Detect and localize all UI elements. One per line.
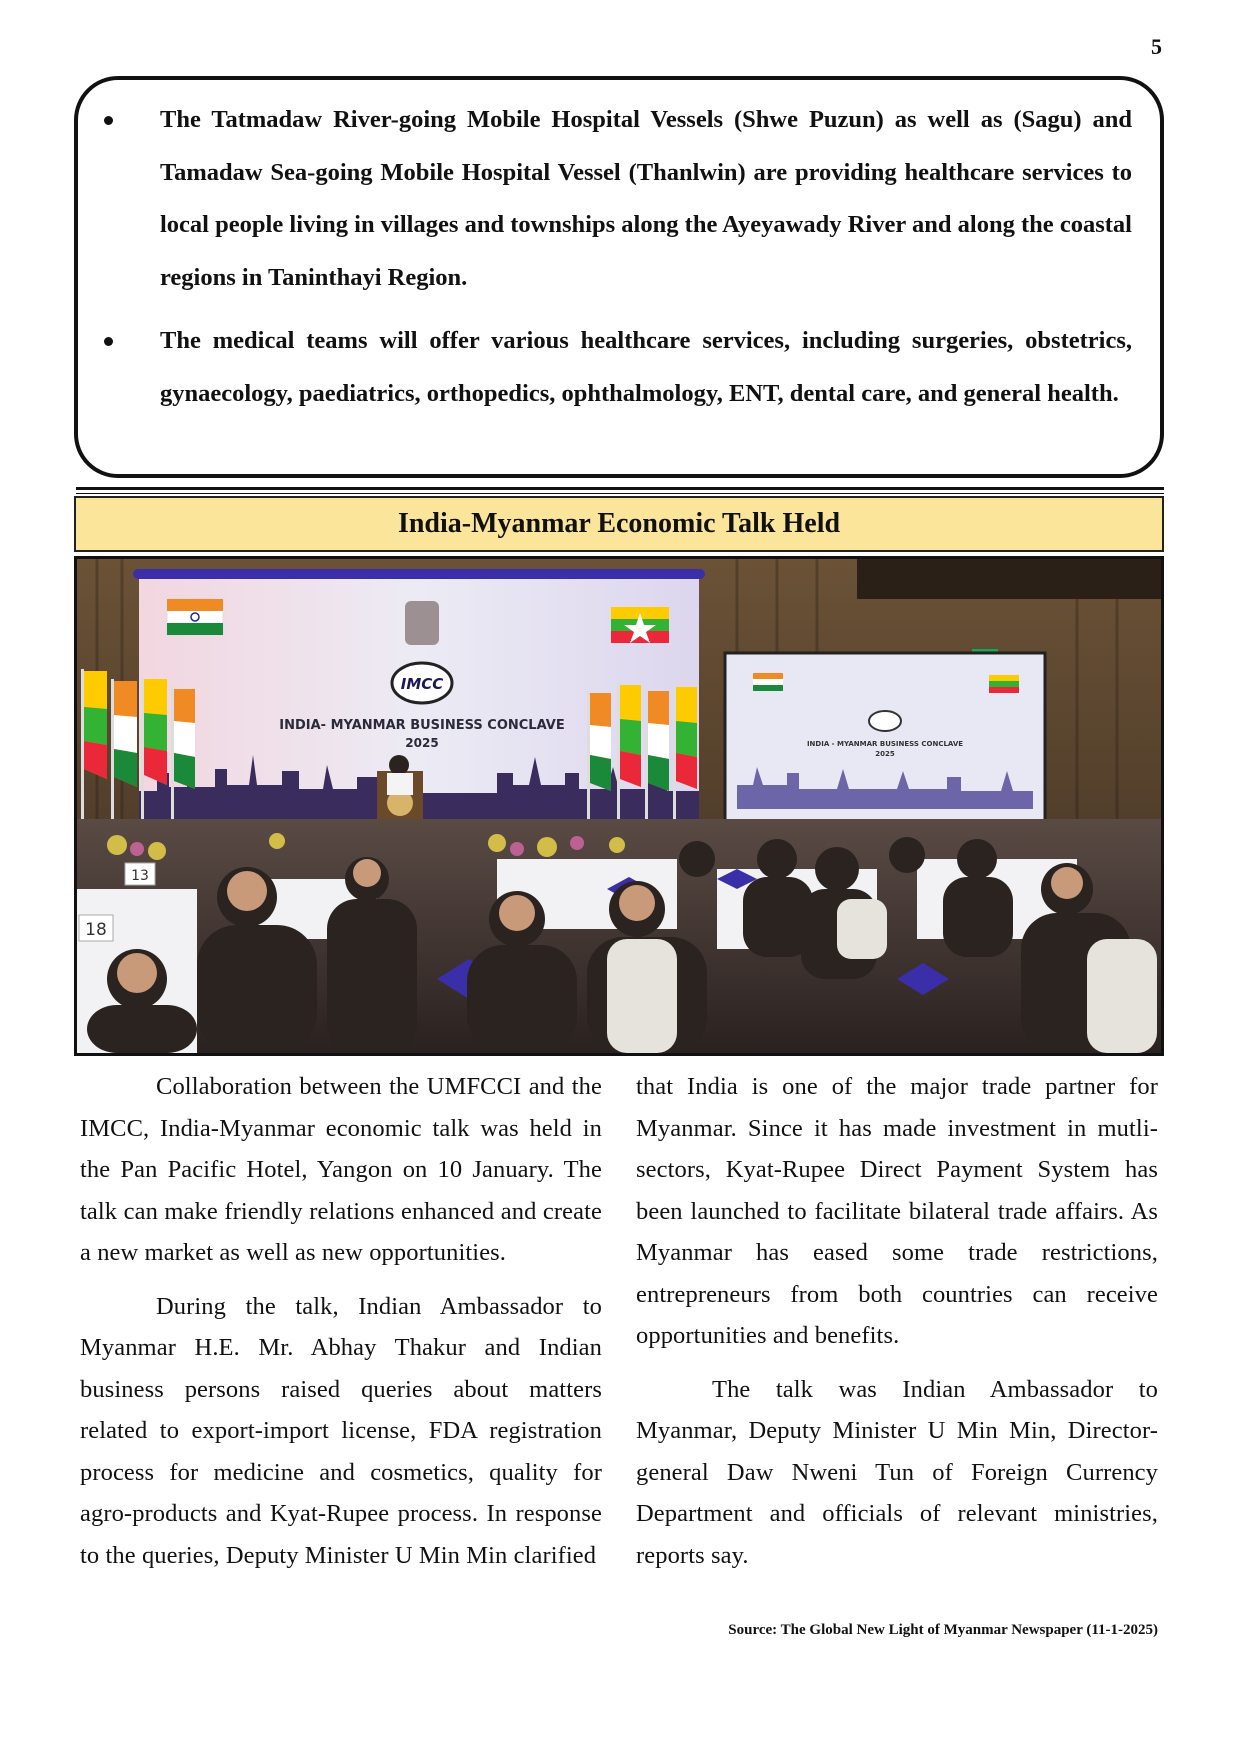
article-headline: India-Myanmar Economic Talk Held: [74, 496, 1164, 552]
article-paragraph-continued: that India is one of the major trade partner for Myanmar. Since it has made investment in mutli-sectors, Kyat-Rupee Direct Payment System has been launched to facilitate bilateral trade affairs. As Myanmar has eased some trade restrictions, entrepreneurs from both countries can receive opportunities and benefits.: [636, 1073, 1158, 1349]
bullet-item: [104, 315, 1132, 420]
highlights-box: [74, 76, 1164, 478]
article-column-left: [80, 1066, 602, 1588]
bullet-text: The medical teams will offer various healthcare services, including surgeries, obstetrics, gynaecology, paediatrics, orthopedics, ophthalmology, ENT, dental care, and general health.: [160, 327, 1132, 407]
article-column-right: [636, 1066, 1158, 1588]
photo-banner-title: INDIA- MYANMAR BUSINESS CONCLAVE: [279, 718, 565, 733]
section-divider-thin: [76, 493, 1164, 494]
event-photo: [74, 556, 1164, 1056]
photo-screen-year: 2025: [875, 750, 895, 758]
photo-table-number: 13: [131, 868, 149, 884]
photo-banner-year: 2025: [405, 736, 439, 750]
section-divider: [76, 487, 1164, 490]
photo-table-number: 18: [85, 920, 107, 940]
article-paragraph: The talk was Indian Ambassador to Myanmar, Deputy Minister U Min Min, Director-general Daw Nweni Tun of Foreign Currency Department and officials of relevant ministries, reports say.: [636, 1375, 1158, 1569]
source-credit: Source: The Global New Light of Myanmar Newspaper (11-1-2025): [728, 1622, 1158, 1638]
bullet-text: The Tatmadaw River-going Mobile Hospital Vessels (Shwe Puzun) as well as (Sagu) and Tamadaw Sea-going Mobile Hospital Vessel (Thanlwin) are providing healthcare services to local people living in villages and townships along the Ayeyawady River and along the coastal regions in Taninthayi Region.: [160, 106, 1132, 291]
photo-screen-title: INDIA - MYANMAR BUSINESS CONCLAVE: [806, 740, 964, 748]
bullet-item: [104, 94, 1132, 304]
highlights-list: [104, 94, 1132, 420]
article-paragraph: During the talk, Indian Ambassador to Myanmar H.E. Mr. Abhay Thakur and Indian business persons raised queries about matters related to export-import license, FDA registration process for medicine and cosmetics, quality for agro-products and Kyat-Rupee process. In response to the queries, Deputy Minister U Min Min clarified: [80, 1292, 602, 1569]
bullet-dot-icon: [104, 116, 113, 125]
photo-banner-logo: IMCC: [400, 675, 444, 693]
article-paragraph: Collaboration between the UMFCCI and the IMCC, India-Myanmar economic talk was held in the Pan Pacific Hotel, Yangon on 10 January. The talk can make friendly relations enhanced and create a new market as well as new opportunities.: [80, 1073, 602, 1266]
bullet-dot-icon: [104, 337, 113, 346]
page-number: 5: [1151, 34, 1162, 59]
